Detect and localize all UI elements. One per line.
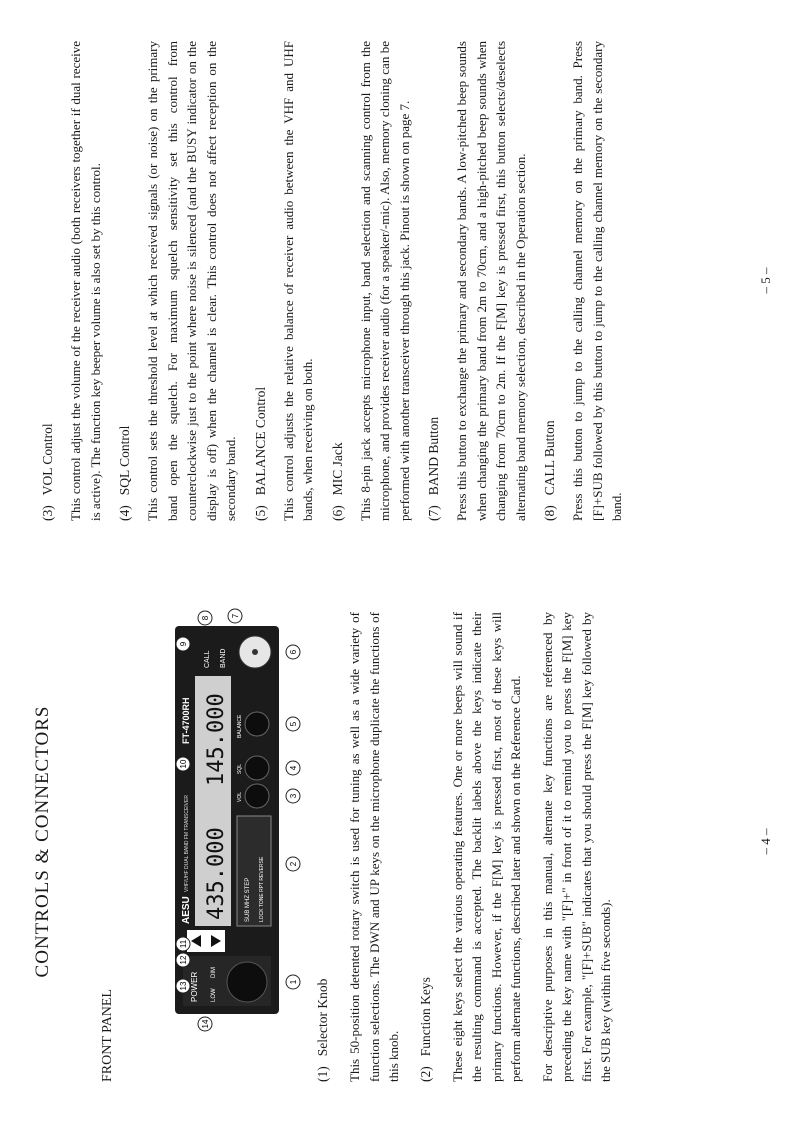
section-body: This control adjusts the relative balance of receiver audio between the VHF and UHF bands, when receiving on both. xyxy=(280,41,315,521)
callout-6 xyxy=(286,645,300,659)
svg-text:1: 1 xyxy=(289,979,298,985)
callout-4 xyxy=(286,761,300,775)
page-number: – 5 – xyxy=(758,267,773,294)
freq-right: 145.000 xyxy=(204,693,229,786)
selector-knob xyxy=(227,962,267,1002)
model-small: VHF/UHF DUAL BAND FM TRANSCEIVER xyxy=(184,795,190,892)
section-body: Press this button to exchange the primary and secondary bands. A low-pitched beep sounds when changing the primary band from 2m to 70cm, and a high-pitched beep sounds when changing from 70cm to 2m. If the F[M] key is pressed first, this button selects/deselects alternating band memory selection, described in the Operation section. xyxy=(454,41,528,521)
callout-8 xyxy=(198,611,212,625)
dim-label: DIM xyxy=(211,967,217,978)
function-keys xyxy=(237,816,271,926)
front-panel-label: FRONT PANEL xyxy=(100,989,115,1082)
section-heading: (3)VOL Control xyxy=(40,423,55,521)
callout-1 xyxy=(286,975,300,989)
svg-text:10: 10 xyxy=(179,759,188,769)
callout-13 xyxy=(176,979,190,993)
svg-text:6: 6 xyxy=(289,649,298,655)
freq-left: 435.000 xyxy=(204,827,229,920)
section-body: This 50-position detented rotary switch is used for tuning as well as a wide variety of function selections. The DWN and UP keys on the microphone duplicate the functions of this knob. xyxy=(347,612,401,1082)
keys-row2: LOCK TONE RPT REVERSE xyxy=(259,856,265,922)
model-label: FT-4700RH xyxy=(181,697,191,744)
svg-text:9: 9 xyxy=(179,641,188,647)
brand-label: AESU xyxy=(181,896,192,924)
svg-text:2: 2 xyxy=(289,861,298,867)
svg-text:12: 12 xyxy=(179,955,188,965)
callout-5 xyxy=(286,717,300,731)
svg-text:13: 13 xyxy=(179,981,188,991)
mic-pin xyxy=(252,649,258,655)
svg-text:5: 5 xyxy=(289,721,298,727)
page-title: CONTROLS & CONNECTORS xyxy=(32,705,53,978)
sql-knob xyxy=(245,756,269,780)
section-body: Press this button to jump to the calling channel memory on the primary band. Press [F]+SUB followed by this button to jump to the calling channel memory on the secondary band. xyxy=(570,41,624,521)
balance-knob xyxy=(245,712,269,736)
sql-label: SQL xyxy=(237,763,243,774)
svg-text:7: 7 xyxy=(231,613,240,619)
section-body: This 8-pin jack accepts microphone input, band selection and scanning control from the microphone, and provides receiver audio (for a speaker/-mic). Also, memory cloning can be performed with another transceiver through this jack. Pinout is shown on page 7. xyxy=(357,41,412,521)
svg-text:14: 14 xyxy=(201,1019,210,1029)
page-number: – 4 – xyxy=(758,828,773,855)
section-heading: (7)BAND Button xyxy=(426,416,441,521)
callout-12 xyxy=(176,953,190,967)
section-body-2: For descriptive purposes in this manual, alternate key functions are referenced by preceding the key name with "[F]+" in front of it to remind you to press the F[M] key first. For example, "[F]+SUB" indicates that you should press the F[M] key followed by the SUB key (within five seconds). xyxy=(539,612,613,1082)
section-body: This control adjust the volume of the receiver audio (both receivers together if dual receive is active). The function key beeper volume is also set by this control. xyxy=(68,41,103,521)
balance-label: BALANCE xyxy=(237,714,243,738)
page-4 xyxy=(0,561,793,1122)
callout-2 xyxy=(286,857,300,871)
section-body: These eight keys select the various operating features. One or more beeps will sound if the resulting command is accepted. The backlit labels above the keys indicate their primary functions. However, if the F[M] key is pressed first, most of these keys will perform alternate functions, described later and shown on the Reference Card. xyxy=(449,612,523,1082)
callout-11 xyxy=(176,937,190,951)
call-label: CALL xyxy=(204,650,211,668)
svg-text:4: 4 xyxy=(289,765,298,771)
section-heading: (8)CALL Button xyxy=(542,420,557,521)
low-label: LOW xyxy=(211,988,217,1002)
callout-7 xyxy=(228,609,242,623)
front-panel-illustration xyxy=(175,594,301,1064)
section-heading: (1)Selector Knob xyxy=(315,978,330,1082)
vol-knob xyxy=(245,784,269,808)
svg-text:8: 8 xyxy=(201,615,210,621)
section-heading: (6)MIC Jack xyxy=(329,442,345,521)
section-heading: (5)BALANCE Control xyxy=(252,386,268,521)
section-heading: (2)Function Keys xyxy=(417,977,433,1082)
power-label: POWER xyxy=(190,971,199,1002)
svg-text:11: 11 xyxy=(179,939,188,949)
callout-14 xyxy=(198,1017,212,1031)
callout-10 xyxy=(176,757,190,771)
callout-9 xyxy=(176,637,190,651)
callout-3 xyxy=(286,789,300,803)
section-body: This control sets the threshold level at which received signals (or noise) on the primary band open the squelch. For maximum squelch sensitivity set this control from counterclockwise just to the point where noise is silenced (and the BUSY indicator on the display is off) when the channel is clear. This control does not affect reception on the secondary band. xyxy=(145,41,238,521)
vol-label: VOL xyxy=(237,791,243,802)
keys-row1: SUB MHZ STEP xyxy=(245,877,251,922)
svg-text:3: 3 xyxy=(289,793,298,799)
section-heading: (4)SQL Control xyxy=(117,425,132,521)
band-label: BAND xyxy=(220,648,227,668)
